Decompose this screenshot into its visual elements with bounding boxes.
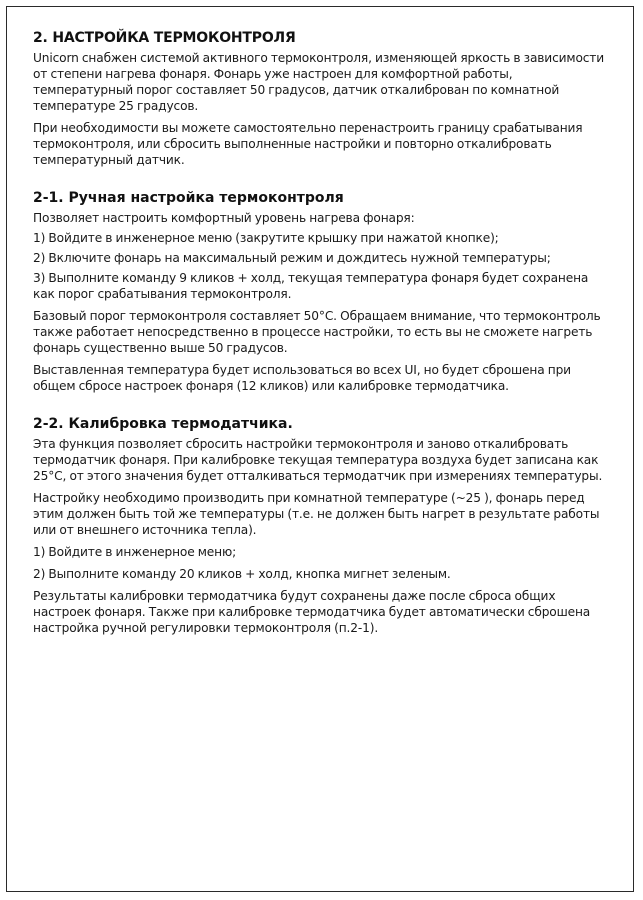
paragraph: Настройку необходимо производить при комнатной температуре (~25 ), фонарь перед этим должен быть той же температуры (т.е. не должен быть нагрет в результате работы или от внешнего источника тепла). <box>33 491 600 537</box>
paragraph: Позволяет настроить комфортный уровень нагрева фонаря: <box>33 211 415 225</box>
subsection-heading-manual-setup: 2-1. Ручная настройка термоконтроля <box>33 190 344 206</box>
section-heading-thermal-control: 2. НАСТРОЙКА ТЕРМОКОНТРОЛЯ <box>33 30 296 46</box>
list-item: 1) Войдите в инженерное меню; <box>33 545 237 559</box>
document-body <box>33 30 613 640</box>
paragraph: Результаты калибровки термодатчика будут сохранены даже после сброса общих настроек фонаря. Также при калибровке термодатчика будет автоматически сброшена настройка ручной регулировки термоконтроля (п.2-1). <box>33 589 591 635</box>
paragraph: Unicorn снабжен системой активного термоконтроля, изменяющей яркость в зависимости от степени нагрева фонаря. Фонарь уже настроен для комфортной работы, температурный порог составляет 50 градусов, датчик откалиброван по комнатной температуре 25 градусов. <box>33 51 605 113</box>
paragraph: При необходимости вы можете самостоятельно перенастроить границу срабатывания термоконтроля, или сбросить выполненные настройки и повторно откалибровать температурный датчик. <box>33 121 583 167</box>
paragraph: Эта функция позволяет сбросить настройки термоконтроля и заново откалибровать термодатчик фонаря. При калибровке текущая температура воздуха будет записана как 25°С, от этого значения будет отталкиваться термодатчик при измерениях температуры. <box>33 437 603 483</box>
list-item: 2) Включите фонарь на максимальный режим и дождитесь нужной температуры; <box>33 251 551 265</box>
paragraph: Базовый порог термоконтроля составляет 50°С. Обращаем внимание, что термоконтроль также работает непосредственно в процессе настройки, то есть вы не сможете нагреть фонарь существенно выше 50 градусов. <box>33 309 601 355</box>
paragraph: Выставленная температура будет использоваться во всех UI, но будет сброшена при общем сбросе настроек фонаря (12 кликов) или калибровке термодатчика. <box>33 363 571 393</box>
list-item: 1) Войдите в инженерное меню (закрутите крышку при нажатой кнопке); <box>33 231 499 245</box>
subsection-heading-sensor-calibration: 2-2. Калибровка термодатчика. <box>33 416 293 432</box>
list-item: 3) Выполните команду 9 кликов + холд, текущая температура фонаря будет сохранена как порог срабатывания термоконтроля. <box>33 271 589 301</box>
list-item: 2) Выполните команду 20 кликов + холд, кнопка мигнет зеленым. <box>33 567 451 581</box>
